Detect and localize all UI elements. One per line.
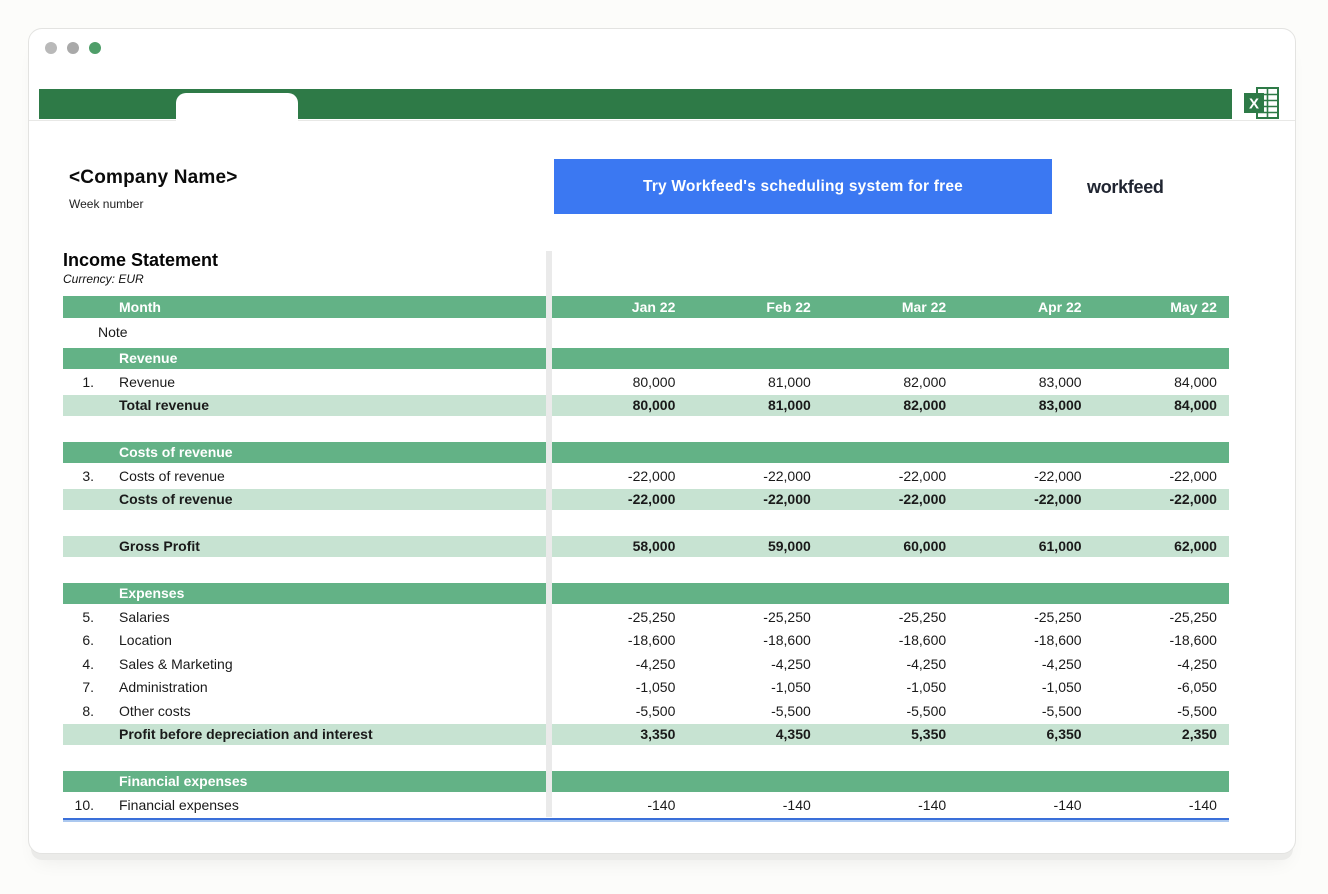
window-controls xyxy=(45,42,101,54)
value-cell[interactable]: -140 xyxy=(918,796,947,813)
value-cell[interactable]: -1,050 xyxy=(771,679,811,695)
value-cell[interactable]: -22,000 xyxy=(763,491,811,507)
note-number-cell xyxy=(63,489,94,510)
value-cell[interactable]: 58,000 xyxy=(632,538,676,554)
month-header-cell: Mar 22 xyxy=(901,299,947,315)
window-dot-3[interactable] xyxy=(89,42,101,54)
month-header-label: Month xyxy=(119,299,161,315)
value-cell[interactable]: -4,250 xyxy=(1177,655,1217,672)
table-row[interactable] xyxy=(63,701,1229,722)
row-label[interactable]: Revenue xyxy=(119,350,178,366)
row-label[interactable]: Salaries xyxy=(119,608,170,625)
note-number-cell[interactable]: 5. xyxy=(82,608,94,625)
value-cell[interactable]: -22,000 xyxy=(627,467,676,484)
value-cell[interactable]: -25,250 xyxy=(627,608,676,625)
excel-icon-letter: X xyxy=(1248,95,1260,113)
month-header-cell: Feb 22 xyxy=(766,299,811,315)
sheet-tab[interactable] xyxy=(176,93,298,123)
note-number-cell[interactable]: 10. xyxy=(74,796,94,813)
note-number-cell[interactable]: 3. xyxy=(82,467,94,484)
income-statement-table xyxy=(63,296,1229,822)
value-cell[interactable]: -22,000 xyxy=(1169,467,1217,484)
value-cell[interactable]: 81,000 xyxy=(767,397,811,413)
row-label[interactable]: Revenue xyxy=(119,373,176,390)
spacer-row xyxy=(63,748,1229,772)
value-cell[interactable]: 82,000 xyxy=(903,373,947,390)
value-cell[interactable]: 83,000 xyxy=(1038,397,1082,413)
note-number-cell xyxy=(63,583,94,604)
value-cell[interactable]: 59,000 xyxy=(767,538,811,554)
value-cell[interactable]: -4,250 xyxy=(771,655,811,672)
month-columns xyxy=(552,296,1229,318)
row-label[interactable]: Other costs xyxy=(119,702,191,719)
value-cell[interactable]: -18,600 xyxy=(898,632,947,648)
table-row[interactable] xyxy=(63,677,1229,698)
note-number-cell[interactable]: 6. xyxy=(82,632,94,648)
section-header-row[interactable] xyxy=(63,583,1229,604)
row-label[interactable]: Expenses xyxy=(119,585,185,601)
table-cutoff-line xyxy=(63,818,1229,822)
window-dot-1[interactable] xyxy=(45,42,57,54)
row-label[interactable]: Location xyxy=(119,632,172,648)
value-cell[interactable]: -1,050 xyxy=(635,679,676,695)
value-cell[interactable]: -25,250 xyxy=(763,608,811,625)
value-cell[interactable]: -22,000 xyxy=(898,491,947,507)
month-header-cell: May 22 xyxy=(1170,299,1217,315)
row-label[interactable]: Costs of revenue xyxy=(119,444,233,460)
table-row[interactable] xyxy=(63,607,1229,628)
table-row[interactable] xyxy=(63,466,1229,487)
value-cell[interactable]: 84,000 xyxy=(1174,373,1217,390)
value-cell[interactable]: -5,500 xyxy=(906,702,947,719)
window-dot-2[interactable] xyxy=(67,42,79,54)
row-label[interactable]: Financial expenses xyxy=(119,773,248,789)
value-cell[interactable]: -22,000 xyxy=(898,467,947,484)
value-cell[interactable]: -22,000 xyxy=(763,467,811,484)
value-cell[interactable]: -140 xyxy=(782,796,811,813)
subtotal-row[interactable] xyxy=(63,395,1229,416)
row-label[interactable]: Costs of revenue xyxy=(119,491,233,507)
value-cell[interactable]: 5,350 xyxy=(911,726,947,742)
month-header-cell: Jan 22 xyxy=(631,299,676,315)
value-cell[interactable]: -5,500 xyxy=(771,702,811,719)
value-cell[interactable]: 2,350 xyxy=(1181,726,1217,742)
value-cell[interactable]: -140 xyxy=(1053,796,1082,813)
excel-toolbar-bar xyxy=(39,89,1232,119)
row-label[interactable]: Sales & Marketing xyxy=(119,655,233,672)
value-cell[interactable]: 84,000 xyxy=(1174,397,1217,413)
value-cell[interactable]: -5,500 xyxy=(635,702,676,719)
value-cell[interactable]: -22,000 xyxy=(627,491,676,507)
note-number-cell[interactable]: 8. xyxy=(82,702,94,719)
value-cell[interactable]: -22,000 xyxy=(1034,467,1082,484)
value-cell[interactable]: -140 xyxy=(647,796,676,813)
value-cell[interactable]: 3,350 xyxy=(640,726,676,742)
excel-icon xyxy=(1242,85,1280,126)
row-label[interactable]: Gross Profit xyxy=(119,538,200,554)
row-label[interactable]: Costs of revenue xyxy=(119,467,225,484)
table-row[interactable] xyxy=(63,654,1229,675)
value-cell[interactable]: 4,350 xyxy=(775,726,811,742)
note-number-cell[interactable]: 4. xyxy=(82,655,94,672)
note-number-cell[interactable]: 1. xyxy=(82,373,94,390)
month-header-cell: Apr 22 xyxy=(1037,299,1082,315)
note-number-cell xyxy=(63,320,94,344)
note-number-cell xyxy=(63,395,94,416)
row-label[interactable]: Profit before depreciation and interest xyxy=(119,726,373,742)
value-cell[interactable]: -22,000 xyxy=(1034,491,1082,507)
row-label[interactable]: Financial expenses xyxy=(119,796,239,813)
value-cell[interactable]: -6,050 xyxy=(1177,679,1217,695)
subtotal-row[interactable] xyxy=(63,489,1229,510)
sheet-title: Income Statement xyxy=(63,250,219,270)
value-cell[interactable]: -18,600 xyxy=(627,632,676,648)
value-cell[interactable]: 62,000 xyxy=(1174,538,1217,554)
value-cell[interactable]: 83,000 xyxy=(1038,373,1082,390)
row-label[interactable]: Administration xyxy=(119,679,208,695)
value-cell[interactable]: -25,250 xyxy=(1169,608,1217,625)
spacer-row xyxy=(63,513,1229,537)
note-number-cell xyxy=(63,348,94,369)
value-cell[interactable]: -18,600 xyxy=(1169,632,1217,648)
subtotal-row[interactable] xyxy=(63,724,1229,745)
note-number-cell xyxy=(63,442,94,463)
table-row xyxy=(63,320,1229,344)
company-block xyxy=(69,167,238,211)
value-cell[interactable]: -18,600 xyxy=(1034,632,1082,648)
section-header-row[interactable] xyxy=(63,348,1229,369)
value-cell[interactable]: -1,050 xyxy=(906,679,947,695)
spacer-row xyxy=(63,419,1229,443)
table-header-row xyxy=(63,296,1229,318)
value-cell[interactable]: -4,250 xyxy=(1041,655,1082,672)
value-cell[interactable]: -25,250 xyxy=(1034,608,1082,625)
company-name: <Company Name> xyxy=(69,167,238,188)
value-cell[interactable]: -4,250 xyxy=(635,655,676,672)
try-workfeed-button[interactable]: Try Workfeed's scheduling system for free xyxy=(554,159,1052,214)
row-label: Note xyxy=(98,324,128,340)
table-rows xyxy=(63,320,1229,816)
section-header-row[interactable] xyxy=(63,771,1229,792)
week-number-label: Week number xyxy=(69,197,144,211)
row-label[interactable]: Total revenue xyxy=(119,397,209,413)
value-cell[interactable]: 60,000 xyxy=(903,538,947,554)
table-row[interactable] xyxy=(63,630,1229,651)
currency-note: Currency: EUR xyxy=(63,272,144,286)
subtotal-row[interactable] xyxy=(63,536,1229,557)
value-cell[interactable]: 80,000 xyxy=(632,397,676,413)
value-cell[interactable]: -140 xyxy=(1188,796,1217,813)
note-number-cell[interactable]: 7. xyxy=(82,679,94,695)
app-window xyxy=(28,28,1296,854)
value-cell[interactable]: -1,050 xyxy=(1041,679,1082,695)
value-cell[interactable]: -5,500 xyxy=(1177,702,1217,719)
note-number-cell xyxy=(63,771,94,792)
value-cell[interactable]: 80,000 xyxy=(632,373,676,390)
workfeed-logo[interactable]: workfeed xyxy=(1087,173,1164,201)
value-cell[interactable]: -5,500 xyxy=(1041,702,1082,719)
note-col-spacer xyxy=(63,296,94,318)
value-cell[interactable]: -18,600 xyxy=(763,632,811,648)
section-header-row[interactable] xyxy=(63,442,1229,463)
value-cell[interactable]: 6,350 xyxy=(1046,726,1082,742)
value-cell[interactable]: -4,250 xyxy=(906,655,947,672)
spacer-row xyxy=(63,560,1229,584)
value-cell[interactable]: -22,000 xyxy=(1169,491,1217,507)
table-row[interactable] xyxy=(63,372,1229,393)
value-cell[interactable]: 61,000 xyxy=(1038,538,1082,554)
note-number-cell xyxy=(63,724,94,745)
value-cell[interactable]: -25,250 xyxy=(898,608,947,625)
value-cell[interactable]: 81,000 xyxy=(767,373,811,390)
note-number-cell xyxy=(63,536,94,557)
value-cell[interactable]: 82,000 xyxy=(903,397,947,413)
table-row[interactable] xyxy=(63,795,1229,816)
